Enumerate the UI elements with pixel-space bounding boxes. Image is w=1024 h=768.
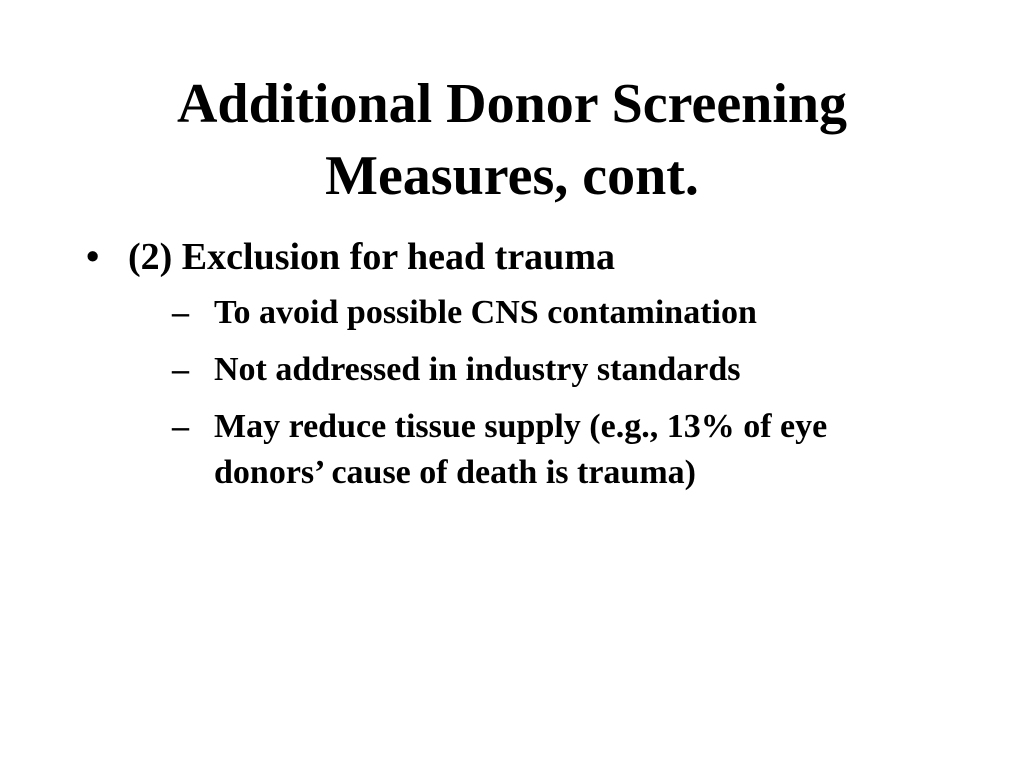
sub-bullet-marker: – — [172, 351, 189, 388]
bullet-text: (2) Exclusion for head trauma — [128, 236, 615, 278]
slide-title-line-2: Measures, cont. — [325, 145, 699, 207]
slide-title — [60, 68, 964, 212]
sub-bullet-item — [172, 347, 936, 393]
sub-bullet-item — [172, 290, 936, 336]
sub-bullet-marker: – — [172, 408, 189, 445]
sub-bullet-list — [128, 290, 936, 496]
bullet-marker: • — [86, 236, 100, 278]
sub-bullet-text: To avoid possible CNS contamination — [214, 294, 757, 331]
slide-title-line-1: Additional Donor Screening — [176, 73, 848, 135]
sub-bullet-text: Not addressed in industry standards — [214, 351, 741, 388]
sub-bullet-text: May reduce tissue supply (e.g., 13% of eye donors’ cause of death is trauma) — [214, 408, 828, 491]
sub-bullet-item — [172, 404, 936, 496]
sub-bullet-marker: – — [172, 294, 189, 331]
bullet-list — [86, 232, 936, 507]
bullet-item — [86, 232, 936, 496]
